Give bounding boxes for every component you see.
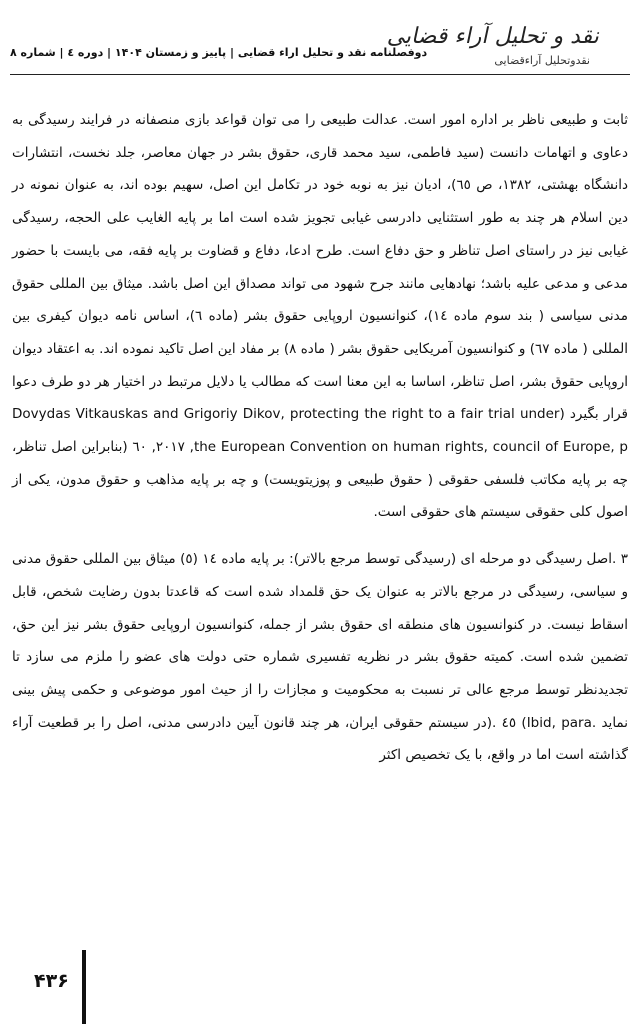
- paragraph-2: ٣ .اصل رسیدگی دو مرحله ای (رسیدگی توسط مرجع بالاتر): بر پایه ماده ١٤ (٥) میثاق بین المللی حقوق مدنی و سیاسی، رسیدگی در مرجع بالاتر به عنوان یک حق قلمداد شده است که قاعدتا بدون رضایت شخص، قابل اسقاط نیست. در کنوانسیون های منطقه ای حقوق بشر از جمله، کنوانسیون اروپایی حقوق بشر نیز این حق، تضمین شده است. کمیته حقوق بشر در نظریه تفسیری شماره حتی دولت های عضو را ملزم می سازد تا تجدیدنظر توسط مرجع عالی تر نسبت به محکومیت و مجازات را از حیث امور موضوعی و حکمی پیش بینی نماید .Ibid, para) ٤٥ .(در سیستم حقوقی ایران، هر چند قانون آیین دادرسی مدنی، اصل را بر قطعیت آراء گذاشته است اما در واقع، با یک تخصیص اکثر: [12, 551, 628, 764]
- journal-logo-subtitle: نقدوتحلیل آراءقضایی: [494, 54, 590, 67]
- running-header: [10, 16, 630, 80]
- page-number-divider: [82, 950, 86, 1024]
- paragraph-1: ثابت و طبیعی ناظر بر اداره امور است. عدالت طبیعی را می توان قواعد بازی منصفانه در فرایند رسیدگی به دعاوی و اتهامات دانست (سید فاطمی، سید محمد قاری، حقوق بشر در جهان معاصر، جلد نخست، انتشارات دانشگاه بهشتی، ۱۳۸۲، ص ٦٥)، ادیان نیز به نوبه خود در تکامل این اصل، سهیم بوده اند، به عنوان نمونه در دین اسلام هر چند به طور استثنایی دادرسی غیابی تجویز شده است اما بر پایه الغایب علی الحجه، رسیدگی غیابی نیز در راستای اصل تناظر و حق دفاع است. طرح ادعا، دفاع و قضاوت بر پایه فقه، می بایست با حضور مدعی و مدعی علیه باشد؛ نهادهایی مانند جرح شهود می تواند مصداق این اصل باشد. میثاق بین المللی حقوق مدنی سیاسی ( بند سوم ماده ١٤)، کنوانسیون اروپایی حقوق بشر (ماده ٦)، اساس نامه دیوان کیفری بین المللی ( ماده ٦٧) و کنوانسیون آمریکایی حقوق بشر ( ماده ٨) بر مفاد این اصل تاکید نموده اند. به اعتقاد دیوان اروپایی حقوق بشر، اصل تناظر، اساسا به این معنا است که مطالب یا دلایل مرتبط در اختیار هر دو طرف دعوا قرار بگیرد (Dovydas Vitkauskas and Grigoriy Dikov, protecting the right to a fair trial under the European Convention on human rights, council of Europe, p, ٢٠١٧, ٦٠ (بنابراین اصل تناظر، چه بر پایه مکاتب فلسفی حقوقی ( حقوق طبیعی و پوزیتویست) و چه بر پایه مذاهب و حقوق مدون، یکی از اصول کلی حقوقی سیستم های حقوقی است.: [12, 112, 628, 521]
- journal-logo-script: نقد و تحلیل آراء قضایی: [385, 24, 603, 49]
- journal-issue-meta: دوفصلنامه نقد و تحلیل اراء قضایی | پاییز و زمستان ۱۴۰۴ | دوره ٤ | شماره ٨: [10, 46, 428, 59]
- body-text: [12, 104, 628, 772]
- header-divider: [10, 74, 630, 75]
- journal-logo: [385, 16, 603, 78]
- page-number: ۴۳۶: [34, 970, 69, 992]
